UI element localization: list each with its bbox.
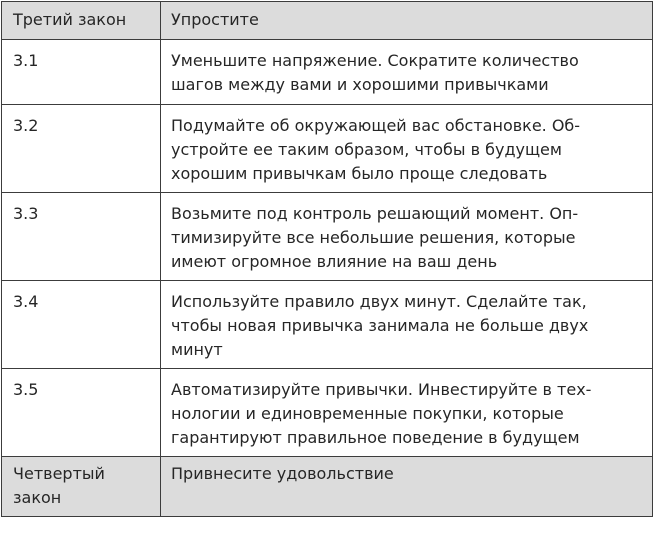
row-number-cell: 3.5: [2, 369, 161, 457]
footer-law-cell: [2, 457, 161, 517]
habits-table: [1, 1, 653, 517]
row-number-cell: 3.1: [2, 40, 161, 105]
row-text-cell: [161, 40, 653, 105]
text-line: Подумайте об окружающей вас обстановке. Об-: [171, 116, 581, 135]
text-line: минут: [171, 340, 223, 359]
row-text-cell: [161, 105, 653, 193]
row-text-cell: [161, 281, 653, 369]
text-line: хорошим привычкам было проще следовать: [171, 164, 548, 183]
row-number-cell: 3.4: [2, 281, 161, 369]
table-row: [2, 369, 653, 457]
row-text-cell: [161, 369, 653, 457]
table-row: [2, 105, 653, 193]
text-line: шагов между вами и хорошими привычками: [171, 75, 549, 94]
header-law-cell: Третий закон: [2, 2, 161, 40]
table-footer-row: [2, 457, 653, 517]
text-line: чтобы новая привычка занимала не больше двух: [171, 316, 589, 335]
table-row: [2, 40, 653, 105]
text-line: гарантируют правильное поведение в будущем: [171, 428, 580, 447]
table-header-row: [2, 2, 653, 40]
table-row: [2, 193, 653, 281]
text-line: Уменьшите напряжение. Сократите количество: [171, 51, 579, 70]
text-line: имеют огромное влияние на ваш день: [171, 252, 498, 271]
text-line: Четвертый: [13, 464, 105, 483]
row-text-cell: [161, 193, 653, 281]
header-principle-cell: Упростите: [161, 2, 653, 40]
footer-principle-cell: Привнесите удовольствие: [161, 457, 653, 517]
text-line: тимизируйте все небольшие решения, которые: [171, 228, 576, 247]
text-line: нологии и единовременные покупки, которые: [171, 404, 564, 423]
text-line: закон: [13, 488, 62, 507]
table-row: [2, 281, 653, 369]
row-number-cell: 3.2: [2, 105, 161, 193]
text-line: Возьмите под контроль решающий момент. Оп-: [171, 204, 579, 223]
text-line: устройте ее таким образом, чтобы в будущем: [171, 140, 562, 159]
text-line: Используйте правило двух минут. Сделайте так,: [171, 292, 587, 311]
row-number-cell: 3.3: [2, 193, 161, 281]
text-line: Автоматизируйте привычки. Инвестируйте в тех-: [171, 380, 592, 399]
